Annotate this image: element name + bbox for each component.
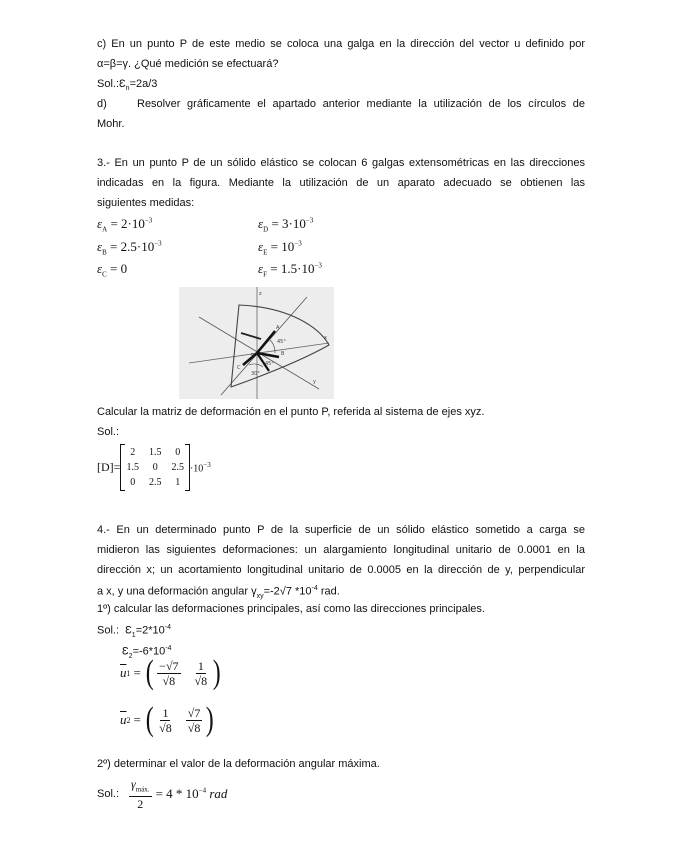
problem-4-line-2: midieron las siguientes deformaciones: un alargamiento longitudinal unitario de 0.0001 en la bbox=[97, 544, 585, 556]
matrix-row bbox=[121, 475, 189, 490]
axis-label-y: y bbox=[313, 379, 316, 385]
fraction: $\frac{\gamma_{máx.}}{2}$ bbox=[131, 777, 150, 812]
part-d-label: d) bbox=[97, 98, 107, 110]
problem-3-question: Calcular la matriz de deformación en el punto P, referida al sistema de ejes xyz. bbox=[97, 406, 485, 418]
gauge-arrow bbox=[257, 331, 275, 353]
surface-outline bbox=[231, 305, 329, 387]
gauge-label: C bbox=[237, 365, 241, 371]
measurement-d: $\varepsilon_D = 3\cdot 10^{-3}$ bbox=[258, 216, 314, 234]
problem-4-sol-2: Sol.: $\frac{\gamma_{máx.}}{2}$ = $4 * 10^{-4}$ rad bbox=[97, 777, 228, 812]
problem-3-line-1: 3.- En un punto P de un sólido elástico se colocan 6 galgas extensométricas en las direcciones bbox=[97, 157, 585, 169]
fraction: $\frac{-√7}{√8}$ bbox=[159, 658, 179, 688]
measurement-f: $\varepsilon_F = 1.5\cdot 10^{-3}$ bbox=[258, 261, 322, 279]
strain-gauge-figure bbox=[179, 287, 334, 399]
problem-3-line-3: siguientes medidas: bbox=[97, 197, 195, 209]
direction-u1: $\overline{u}$ 1 = ( $\frac{-√7}{√8}$ $\frac{1}{√8}$ ) bbox=[120, 654, 221, 691]
matrix-cell: 1 bbox=[175, 477, 181, 488]
gauge-label: B bbox=[281, 351, 285, 357]
matrix-row bbox=[121, 460, 189, 475]
axis-label-x: x bbox=[324, 335, 327, 341]
fraction: $\frac{1}{√8}$ bbox=[194, 658, 208, 688]
matrix-brackets bbox=[120, 444, 190, 491]
matrix-factor: $\cdot 10^{-3}$ bbox=[189, 460, 211, 475]
epsilon-symbol: Ɛ bbox=[119, 78, 126, 90]
matrix-cell: 0 bbox=[175, 447, 181, 458]
matrix-cell: 2.5 bbox=[171, 462, 184, 473]
matrix-row bbox=[121, 445, 189, 460]
direction-u2: $\overline{u}$ 2 = ( $\frac{1}{√8}$ $\frac{√7}{√8}$ ) bbox=[120, 701, 214, 738]
part-d-line-2: Mohr. bbox=[97, 118, 125, 130]
problem-4-line-4: a x, y una deformación angular $\gamma_{xy}=-2√7$ $*10^{-4}$ rad. bbox=[97, 585, 340, 600]
problem-4-question-2: 2º) determinar el valor de la deformación angular máxima. bbox=[97, 758, 380, 770]
fraction: $\frac{1}{√8}$ bbox=[159, 705, 172, 735]
measurement-e: $\varepsilon_E = 10^{-3}$ bbox=[258, 239, 302, 257]
angle-label: 45° bbox=[265, 361, 274, 367]
problem-4-line-1: 4.- En un determinado punto P de la superficie de un sólido elástico sometido a carga se bbox=[97, 524, 585, 536]
matrix-cell: 2.5 bbox=[148, 477, 162, 488]
measurement-b: $\varepsilon_B = 2.5\cdot 10^{-3}$ bbox=[97, 239, 162, 257]
problem-3-sol-label: Sol.: bbox=[97, 426, 120, 438]
angle-label: 45° bbox=[277, 339, 286, 345]
measurement-c: $\varepsilon_C = 0$ bbox=[97, 261, 128, 279]
problem-4-sol-1: Sol.: $Ɛ_1=2*10^{-4}$ bbox=[97, 624, 171, 639]
gauge-arrow bbox=[241, 333, 261, 339]
measurement-a: $\varepsilon_A = 2\cdot 10^{-3}$ bbox=[97, 216, 153, 234]
deformation-matrix bbox=[97, 444, 211, 491]
sol-value: =2a/3 bbox=[129, 78, 158, 90]
matrix-table bbox=[121, 445, 189, 490]
matrix-cell: 1.5 bbox=[148, 447, 162, 458]
matrix-cell: 1.5 bbox=[126, 462, 139, 473]
axis-label-z: z bbox=[259, 291, 262, 297]
fraction: $\frac{√7}{√8}$ bbox=[187, 705, 201, 735]
part-d-line-1 bbox=[97, 94, 585, 114]
matrix-name: [D]= bbox=[97, 460, 121, 474]
angle-label: 30° bbox=[251, 371, 260, 377]
problem-4-question-1: 1º) calcular las deformaciones principales, así como las direcciones principales. bbox=[97, 603, 485, 615]
principal-strain-2: $Ɛ_2=-6*10^{-4}$ bbox=[122, 645, 172, 660]
problem-4-line-3: dirección x; un acortamiento longitudinal unitario de 0.0005 en la dirección de y, perpendicular bbox=[97, 564, 585, 576]
part-c-line-2: α=β=γ. ¿Qué medición se efectuará? bbox=[97, 58, 279, 70]
subscript: n bbox=[125, 85, 130, 93]
gauge-label: A bbox=[276, 325, 280, 331]
point-label: P bbox=[251, 353, 255, 359]
matrix-cell: 2 bbox=[130, 447, 136, 458]
angle-arc bbox=[249, 364, 263, 367]
rosette-diagram bbox=[179, 287, 334, 399]
sol-prefix: Sol.: bbox=[97, 78, 120, 90]
matrix-cell: 0 bbox=[130, 477, 136, 488]
matrix-cell: 0 bbox=[152, 462, 158, 473]
problem-3-line-2: indicadas en la figura. Mediante la utilización de un aparato adecuado se obtienen las bbox=[97, 177, 585, 189]
part-d-text: Resolver gráficamente el apartado anterior mediante la utilización de los círculos de bbox=[137, 98, 585, 110]
part-c-line-1: c) En un punto P de este medio se coloca una galga en la dirección del vector u definido por bbox=[97, 38, 585, 50]
